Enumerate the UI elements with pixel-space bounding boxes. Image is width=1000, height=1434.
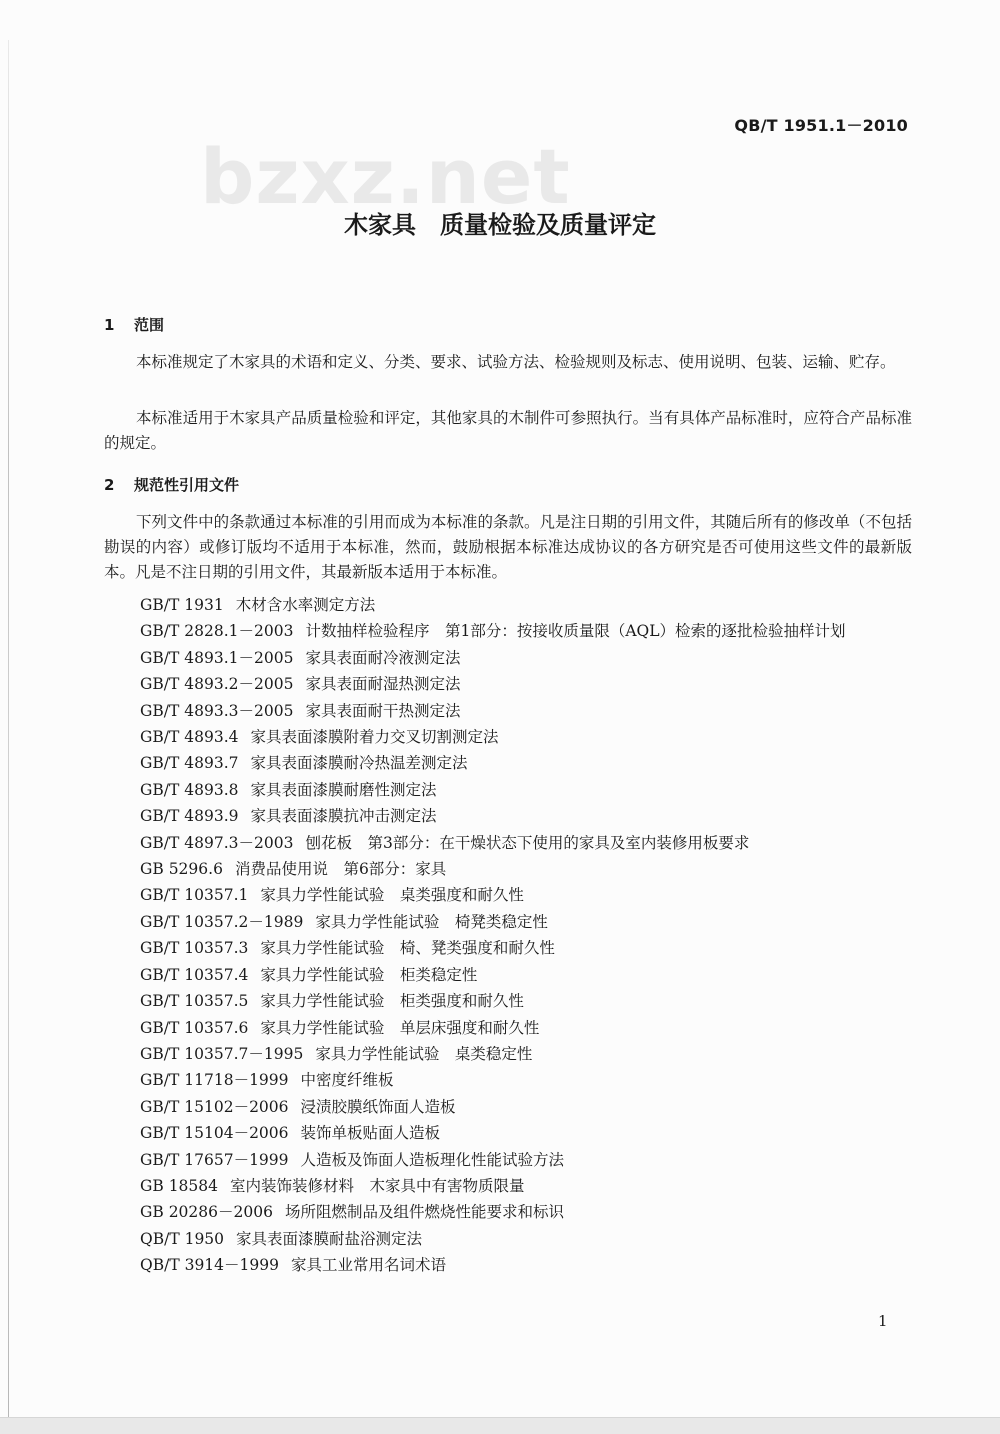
reference-title: 家具力学性能试验 桌类稳定性	[315, 1044, 533, 1063]
reference-item	[104, 1094, 912, 1120]
reference-code: GB/T 4893.2－2005	[140, 675, 294, 694]
section-number: 1	[104, 316, 115, 334]
reference-item	[104, 803, 912, 829]
reference-title: 人造板及饰面人造板理化性能试验方法	[300, 1150, 565, 1169]
reference-title: 场所阻燃制品及组件燃烧性能要求和标识	[284, 1203, 564, 1222]
reference-title: 家具工业常用名词术语	[290, 1256, 446, 1275]
reference-title: 家具力学性能试验 椅、凳类强度和耐久性	[260, 939, 555, 958]
reference-title: 浸渍胶膜纸饰面人造板	[300, 1097, 456, 1116]
reference-item	[104, 1173, 912, 1199]
section-1-paragraph-1: 本标准规定了木家具的术语和定义、分类、要求、试验方法、检验规则及标志、使用说明、包装、运输、贮存。	[136, 353, 896, 371]
reference-code: GB/T 4893.3－2005	[140, 701, 294, 720]
reference-code: QB/T 1950	[140, 1229, 225, 1248]
reference-title: 家具力学性能试验 柜类稳定性	[260, 965, 478, 984]
reference-title: 刨花板 第3部分：在干燥状态下使用的家具及室内装修用板要求	[305, 833, 750, 852]
section-2-paragraph-1: 下列文件中的条款通过本标准的引用而成为本标准的条款。凡是注日期的引用文件，其随后所有的修改单（不包括勘误的内容）或修订版均不适用于本标准，然而，鼓励根据本标准达成协议的各方研究是否可使用这些文件的最新版本。凡是不注日期的引用文件，其最新版本适用于本标准。	[104, 513, 912, 581]
reference-title: 装饰单板贴面人造板	[300, 1124, 441, 1143]
section-1-heading	[104, 314, 164, 335]
reference-title: 家具力学性能试验 柜类强度和耐久性	[260, 992, 524, 1011]
reference-list	[104, 592, 912, 1279]
section-2-heading	[104, 474, 239, 495]
reference-code: GB/T 10357.6	[140, 1018, 249, 1037]
reference-code: GB/T 4893.9	[140, 807, 239, 826]
reference-code: GB/T 4893.1－2005	[140, 648, 294, 667]
reference-code: GB/T 10357.7－1995	[140, 1044, 304, 1063]
scan-edge-line	[8, 40, 9, 1420]
reference-code: GB/T 10357.1	[140, 886, 249, 905]
reference-item	[104, 962, 912, 988]
section-title: 范围	[134, 316, 165, 334]
reference-title: 家具表面漆膜附着力交叉切割测定法	[250, 728, 499, 747]
reference-item	[104, 1252, 912, 1278]
reference-title: 家具力学性能试验 桌类强度和耐久性	[260, 886, 524, 905]
reference-title: 家具力学性能试验 单层床强度和耐久性	[260, 1018, 540, 1037]
reference-title: 计数抽样检验程序 第1部分：按接收质量限（AQL）检索的逐批检验抽样计划	[305, 622, 846, 641]
section-title: 规范性引用文件	[134, 476, 240, 494]
reference-item	[104, 645, 912, 671]
reference-item	[104, 882, 912, 908]
reference-item	[104, 1147, 912, 1173]
reference-title: 家具力学性能试验 椅凳类稳定性	[315, 912, 548, 931]
reference-code: GB/T 17657－1999	[140, 1150, 289, 1169]
reference-title: 室内装饰装修材料 木家具中有害物质限量	[230, 1176, 525, 1195]
reference-item	[104, 935, 912, 961]
reference-item	[104, 592, 912, 618]
reference-code: GB/T 10357.4	[140, 965, 249, 984]
reference-code: GB 20286－2006	[140, 1203, 273, 1222]
reference-item	[104, 1226, 912, 1252]
reference-item	[104, 618, 912, 644]
page-number: 1	[878, 1312, 888, 1330]
reference-code: GB/T 15104－2006	[140, 1124, 289, 1143]
reference-title: 家具表面漆膜耐磨性测定法	[250, 780, 437, 799]
reference-item	[104, 988, 912, 1014]
reference-title: 家具表面耐冷液测定法	[305, 648, 461, 667]
reference-code: GB/T 2828.1－2003	[140, 622, 294, 641]
reference-item	[104, 856, 912, 882]
reference-title: 家具表面耐干热测定法	[305, 701, 461, 720]
reference-title: 家具表面漆膜耐盐浴测定法	[236, 1229, 423, 1248]
reference-code: GB/T 11718－1999	[140, 1071, 289, 1090]
reference-item	[104, 671, 912, 697]
section-number: 2	[104, 476, 115, 494]
reference-item	[104, 1120, 912, 1146]
reference-item	[104, 1199, 912, 1225]
reference-title: 中密度纤维板	[300, 1071, 394, 1090]
section-1-paragraph-2: 本标准适用于木家具产品质量检验和评定，其他家具的木制件可参照执行。当有具体产品标准时，应符合产品标准的规定。	[104, 409, 912, 452]
reference-title: 家具表面耐湿热测定法	[305, 675, 461, 694]
reference-item	[104, 750, 912, 776]
reference-item	[104, 1067, 912, 1093]
reference-code: GB/T 10357.5	[140, 992, 249, 1011]
reference-item	[104, 698, 912, 724]
reference-code: GB/T 4893.8	[140, 780, 239, 799]
reference-code: QB/T 3914－1999	[140, 1256, 279, 1275]
reference-code: GB 18584	[140, 1176, 219, 1195]
reference-item	[104, 830, 912, 856]
standard-code: QB/T 1951.1－2010	[734, 116, 908, 135]
reference-code: GB/T 4897.3－2003	[140, 833, 294, 852]
reference-code: GB/T 4893.7	[140, 754, 239, 773]
reference-code: GB/T 1931	[140, 596, 224, 614]
reference-item	[104, 777, 912, 803]
reference-code: GB 5296.6	[140, 860, 223, 879]
reference-code: GB/T 4893.4	[140, 728, 239, 747]
viewer-bottom-strip	[0, 1417, 1000, 1434]
reference-title: 家具表面漆膜耐冷热温差测定法	[250, 754, 468, 773]
watermark: bzxz.net	[200, 132, 571, 221]
document-title: 木家具 质量检验及质量评定	[344, 211, 656, 239]
reference-title: 家具表面漆膜抗冲击测定法	[250, 807, 437, 826]
reference-item	[104, 1015, 912, 1041]
reference-code: GB/T 10357.3	[140, 939, 249, 958]
reference-code: GB/T 10357.2－1989	[140, 912, 304, 931]
reference-title: 木材含水率测定方法	[235, 596, 376, 614]
reference-item	[104, 724, 912, 750]
reference-item	[104, 1041, 912, 1067]
reference-title: 消费品使用说 第6部分：家具	[234, 860, 447, 879]
reference-item	[104, 909, 912, 935]
reference-code: GB/T 15102－2006	[140, 1097, 289, 1116]
